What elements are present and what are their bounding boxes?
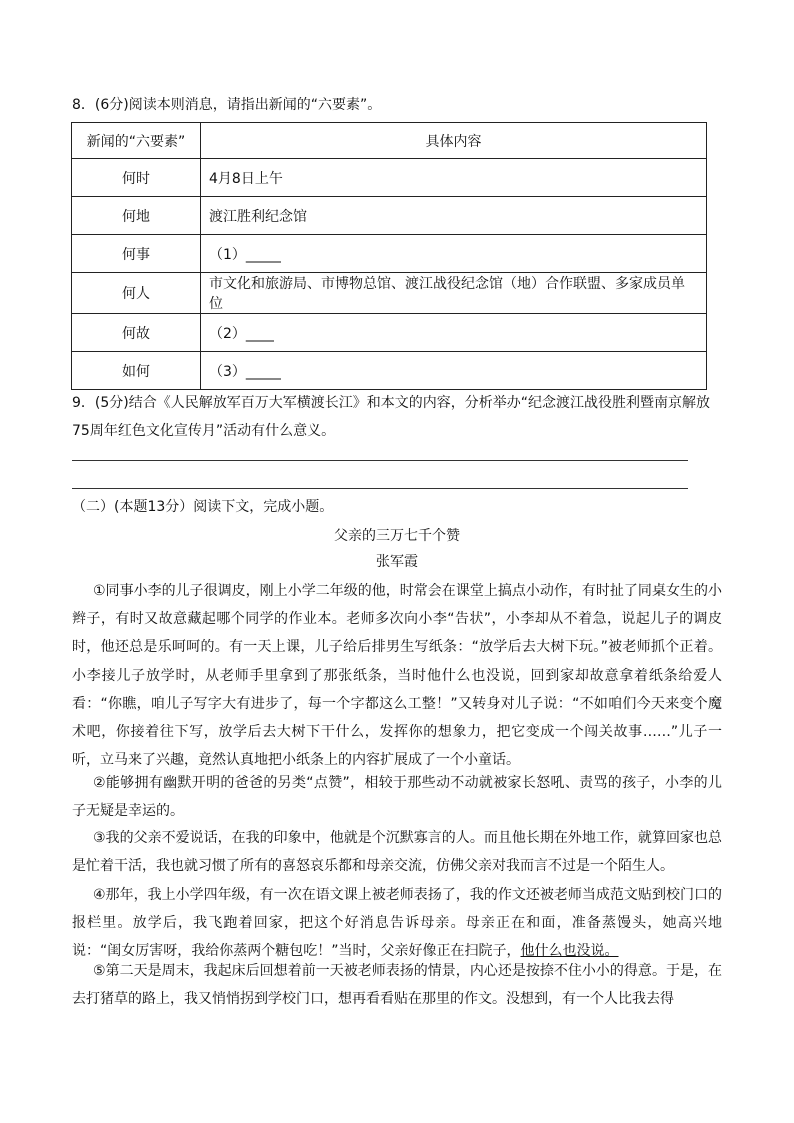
paragraph-3: ③我的父亲不爱说话，在我的印象中，他就是个沉默寡言的人。而且他长期在外地工作，就算回家也总是忙着干活，我也就习惯了所有的喜怒哀乐都和母亲交流，仿佛父亲对我而言不过是一个陌生人。 bbox=[72, 830, 722, 875]
table-row bbox=[72, 273, 707, 314]
content-cell: （3）_____ bbox=[201, 352, 707, 390]
content-cell: 渡江胜利纪念馆 bbox=[201, 197, 707, 235]
table-row bbox=[72, 314, 707, 352]
header-content: 具体内容 bbox=[201, 123, 707, 159]
content-cell: （1）_____ bbox=[201, 235, 707, 273]
article-title: 父亲的三万七千个赞 bbox=[334, 528, 460, 544]
question-8: 8．(6分)阅读本则消息，请指出新闻的“六要素”。 bbox=[72, 97, 382, 113]
answer-line[interactable] bbox=[72, 488, 688, 489]
element-cell: 何事 bbox=[72, 235, 201, 273]
element-cell: 何人 bbox=[72, 273, 201, 314]
content-cell: 市文化和旅游局、市博物总馆、渡江战役纪念馆（地）合作联盟、多家成员单位 bbox=[201, 273, 707, 314]
element-cell: 如何 bbox=[72, 352, 201, 390]
header-elements: 新闻的“六要素” bbox=[72, 123, 201, 159]
paragraph-4-text: ④那年，我上小学四年级，有一次在语文课上被老师表扬了，我的作文还被老师当成范文贴到校门口的报栏里。放学后，我飞跑着回家，把这个好消息告诉母亲。母亲正在和面，准备蒸馒头，她高兴地说：“闺女厉害呀，我给你蒸两个糖包吃！”当时，父亲好像正在扫院子， bbox=[72, 887, 722, 960]
content-cell: （2）____ bbox=[201, 314, 707, 352]
table-row bbox=[72, 159, 707, 197]
question-9-line-1: 9．(5分)结合《人民解放军百万大军横渡长江》和本文的内容，分析举办“纪念渡江战役胜利暨南京解放 bbox=[72, 395, 710, 411]
paragraph-2: ②能够拥有幽默开明的爸爸的另类“点赞”，相较于那些动不动就被家长怒吼、责骂的孩子，小李的儿子无疑是幸运的。 bbox=[72, 775, 722, 820]
paragraph-5: ⑤第二天是周末，我起床后回想着前一天被老师表扬的情景，内心还是按捺不住小小的得意。于是，在去打猪草的路上，我又悄悄拐到学校门口，想再看看贴在那里的作文。没想到，有一个人比我去得 bbox=[72, 963, 722, 1008]
six-elements-table bbox=[71, 122, 707, 390]
element-cell: 何故 bbox=[72, 314, 201, 352]
table-header-row bbox=[72, 123, 707, 159]
element-cell: 何时 bbox=[72, 159, 201, 197]
underlined-sentence: 他什么也没说。 bbox=[520, 943, 619, 960]
section-heading: （二）(本题13分）阅读下文，完成小题。 bbox=[72, 499, 334, 515]
table-row bbox=[72, 197, 707, 235]
element-cell: 何地 bbox=[72, 197, 201, 235]
paragraph-1: ①同事小李的儿子很调皮，刚上小学二年级的他，时常会在课堂上搞点小动作，有时扯了同桌女生的小辫子，有时又故意藏起哪个同学的作业本。老师多次向小李“告状”，小李却从不着急，说起儿子的调皮时，他还总是乐呵呵的。有一天上课，儿子给后排男生写纸条：“放学后去大树下玩。”被老师抓个正着。小李接儿子放学时，从老师手里拿到了那张纸条，当时他什么也没说，回到家却故意拿着纸条给爱人看：“你瞧，咱儿子写字大有进步了，每一个字都这么工整！”又转身对儿子说：“不如咱们今天来变个魔术吧，你接着往下写，放学后去大树下干什么，发挥你的想象力，把它变成一个闯关故事……”儿子一听，立马来了兴趣，竟然认真地把小纸条上的内容扩展成了一个小童话。 bbox=[72, 583, 722, 769]
table-row bbox=[72, 235, 707, 273]
content-cell: 4月8日上午 bbox=[201, 159, 707, 197]
answer-line[interactable] bbox=[72, 460, 688, 461]
paragraph-4 bbox=[72, 881, 722, 966]
question-9-line-2: 75周年红色文化宣传月”活动有什么意义。 bbox=[72, 423, 336, 439]
article-author: 张军霞 bbox=[376, 554, 418, 570]
table-row bbox=[72, 352, 707, 390]
